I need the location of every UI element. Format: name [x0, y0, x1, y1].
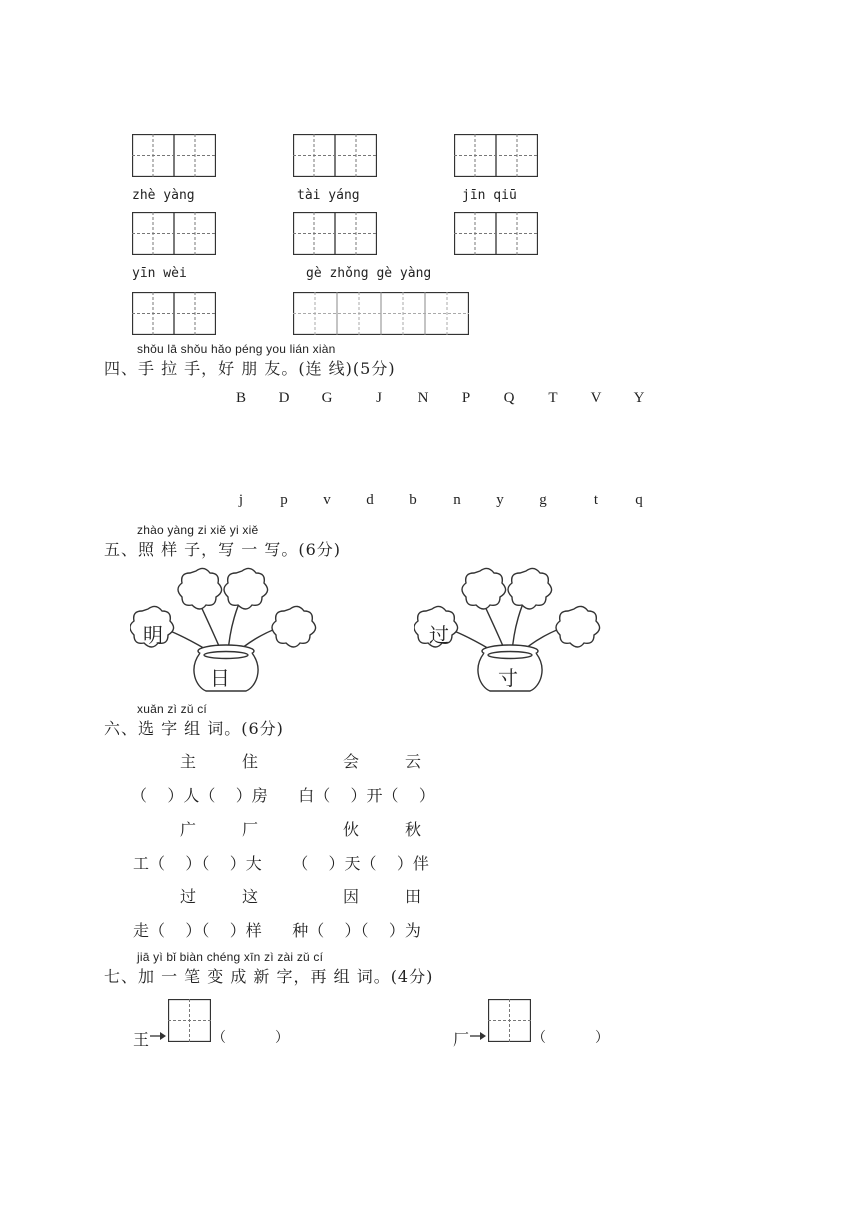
fill-blank-line[interactable]: （ ）人（ ）房 白（ ）开（ ） — [131, 786, 435, 805]
writing-grid-single[interactable] — [168, 999, 211, 1042]
pinyin-label: zhè yàng — [132, 188, 195, 203]
choice-character: 云 — [405, 752, 422, 771]
letter-item[interactable]: n — [453, 492, 461, 508]
section5-title: 五、照 样 子，写 一 写。(6分) — [104, 540, 342, 559]
choice-character: 这 — [242, 887, 259, 906]
writing-grid-single[interactable] — [488, 999, 531, 1042]
writing-grid[interactable] — [132, 134, 216, 177]
letter-item[interactable]: P — [461, 390, 471, 406]
arrow-icon — [150, 1028, 168, 1042]
answer-blank[interactable]: （ ） — [212, 1030, 289, 1046]
writing-grid[interactable] — [132, 292, 216, 335]
letter-item[interactable]: J — [376, 390, 382, 406]
pot-character: 日 — [210, 666, 230, 690]
letter-item[interactable]: y — [496, 492, 504, 508]
choice-character: 秋 — [405, 820, 422, 839]
choice-character: 田 — [405, 887, 422, 906]
letter-item[interactable]: B — [235, 390, 246, 406]
side-character: 过 — [429, 623, 449, 647]
section6-pinyin: xuǎn zì zǔ cí — [137, 702, 207, 716]
letter-item[interactable]: D — [278, 390, 290, 406]
letter-item[interactable]: Y — [633, 390, 645, 406]
choice-character: 厂 — [242, 820, 259, 839]
section4-pinyin: shǒu lā shǒu hǎo péng you lián xiàn — [137, 342, 336, 356]
base-character: 王 — [133, 1030, 150, 1049]
letter-item[interactable]: G — [321, 390, 333, 406]
section7-pinyin: jiā yì bǐ biàn chéng xīn zì zài zǔ cí — [137, 950, 324, 964]
letter-item[interactable]: g — [539, 492, 547, 508]
arrow-icon — [470, 1028, 488, 1042]
letter-item[interactable]: T — [548, 390, 558, 406]
letter-item[interactable]: V — [590, 390, 602, 406]
section4-title: 四、手 拉 手，好 朋 友。(连 线)(5分) — [104, 359, 396, 378]
choice-character: 因 — [343, 887, 360, 906]
writing-grid-wide[interactable] — [293, 292, 469, 335]
section7-title: 七、加 一 笔 变 成 新 字，再 组 词。(4分) — [104, 967, 434, 986]
fill-blank-line[interactable]: 工（ ）（ ）大 （ ）天（ ）伴 — [133, 854, 429, 873]
side-character: 明 — [143, 623, 163, 647]
letter-item[interactable]: b — [409, 492, 417, 508]
base-character: 厂 — [453, 1030, 470, 1049]
section6-title: 六、选 字 组 词。(6分) — [104, 719, 284, 738]
writing-grid[interactable] — [293, 212, 377, 255]
answer-blank[interactable]: （ ） — [532, 1030, 609, 1046]
flower-vase-exercise — [414, 565, 614, 695]
letter-item[interactable]: d — [366, 492, 374, 508]
flower-vase-example — [130, 565, 330, 695]
choice-character: 会 — [343, 752, 360, 771]
letter-item[interactable]: N — [417, 390, 429, 406]
letter-item[interactable]: t — [593, 492, 599, 508]
section5-pinyin: zhào yàng zi xiě yi xiě — [137, 523, 259, 537]
pinyin-label: jīn qiū — [462, 188, 517, 203]
writing-grid[interactable] — [454, 212, 538, 255]
letter-item[interactable]: q — [635, 492, 643, 508]
letter-item[interactable]: Q — [503, 390, 515, 406]
pinyin-label: yīn wèi — [132, 266, 187, 281]
choice-character: 主 — [180, 752, 197, 771]
pot-character: 寸 — [498, 666, 518, 690]
pinyin-label: gè zhǒng gè yàng — [306, 266, 432, 281]
pinyin-label: tài yáng — [297, 188, 360, 203]
fill-blank-line[interactable]: 走（ ）（ ）样 种（ ）（ ）为 — [133, 921, 421, 940]
choice-character: 过 — [180, 887, 197, 906]
choice-character: 住 — [242, 752, 259, 771]
writing-grid[interactable] — [454, 134, 538, 177]
letter-item[interactable]: v — [323, 492, 331, 508]
writing-grid[interactable] — [293, 134, 377, 177]
choice-character: 广 — [180, 820, 197, 839]
letter-item[interactable]: j — [238, 492, 244, 508]
letter-item[interactable]: p — [280, 492, 288, 508]
choice-character: 伙 — [343, 820, 360, 839]
writing-grid[interactable] — [132, 212, 216, 255]
